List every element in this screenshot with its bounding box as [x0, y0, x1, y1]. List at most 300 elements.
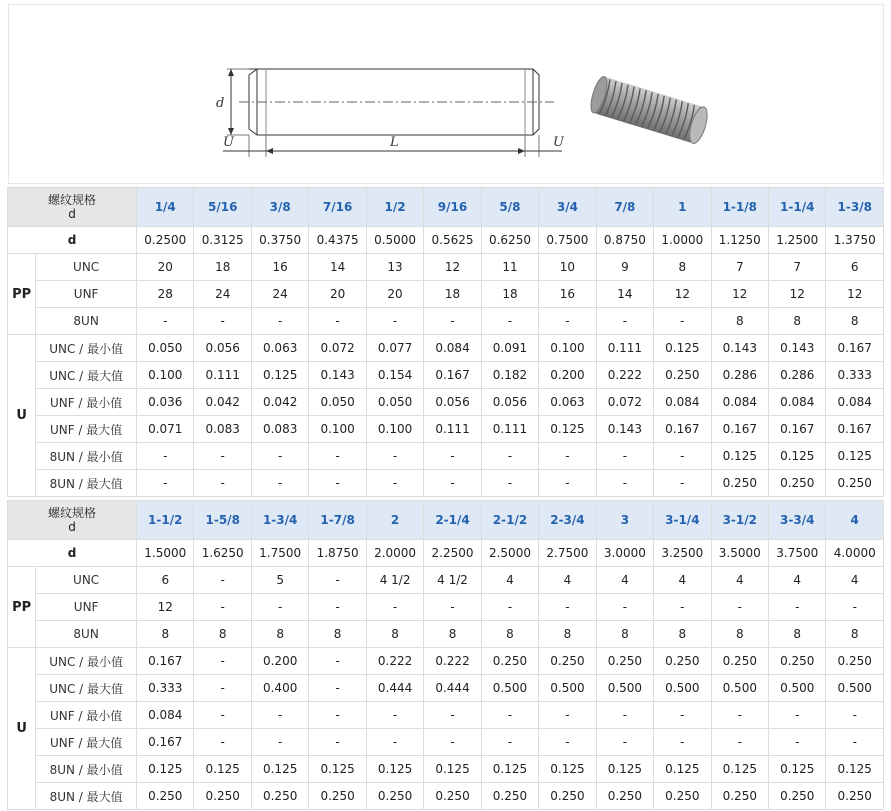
table-cell: 0.084: [826, 389, 884, 416]
table-cell: 0.083: [194, 416, 251, 443]
table-cell: 0.500: [481, 675, 538, 702]
table-cell: 4: [481, 567, 538, 594]
table-cell: 0.056: [424, 389, 481, 416]
table-cell: 0.084: [654, 389, 711, 416]
group-label-pp: PP: [8, 254, 36, 335]
row-label-unf-min: UNF / 最小值: [36, 702, 137, 729]
dim-u-right-label: U: [553, 135, 564, 150]
table-cell: -: [596, 443, 653, 470]
table-cell: 0.111: [194, 362, 251, 389]
table-cell: 0.250: [194, 783, 251, 810]
row-label-unc-min: UNC / 最小值: [36, 648, 137, 675]
table-cell: 0.250: [826, 470, 884, 497]
table-cell: -: [769, 729, 826, 756]
table-cell: 0.250: [596, 648, 653, 675]
row-label-unf: UNF: [36, 281, 137, 308]
table-cell: 0.125: [251, 756, 308, 783]
table-cell: -: [194, 443, 251, 470]
table-cell: 24: [251, 281, 308, 308]
table-cell: -: [654, 702, 711, 729]
table-cell: -: [309, 648, 366, 675]
table-cell: -: [194, 675, 251, 702]
size-header: 3: [596, 501, 653, 540]
table-cell: 0.143: [711, 335, 768, 362]
stud-dimension-drawing: [9, 5, 883, 183]
table-cell: 0.063: [251, 335, 308, 362]
table-cell: 0.500: [596, 675, 653, 702]
table-cell: 2.2500: [424, 540, 481, 567]
row-label-un8: 8UN: [36, 308, 137, 335]
table-row: [8, 335, 884, 362]
table-cell: -: [539, 594, 596, 621]
table-cell: 0.500: [769, 675, 826, 702]
group-label-u: U: [8, 335, 36, 497]
spec-table-1: [7, 187, 884, 497]
table-cell: -: [654, 729, 711, 756]
table-cell: 4 1/2: [424, 567, 481, 594]
table-cell: 8: [596, 621, 653, 648]
table-cell: 0.071: [137, 416, 194, 443]
table-cell: -: [137, 443, 194, 470]
row-label-d: d: [8, 227, 137, 254]
table-cell: 12: [137, 594, 194, 621]
row-label-unf-max: UNF / 最大值: [36, 416, 137, 443]
table-row: [8, 540, 884, 567]
table-cell: 8: [309, 621, 366, 648]
table-cell: 0.143: [596, 416, 653, 443]
row-label-unf-max: UNF / 最大值: [36, 729, 137, 756]
table-cell: 0.056: [194, 335, 251, 362]
table-cell: 0.084: [424, 335, 481, 362]
size-header: 3-3/4: [769, 501, 826, 540]
size-header: 1-3/4: [251, 501, 308, 540]
table-cell: 20: [137, 254, 194, 281]
table-row: [8, 594, 884, 621]
group-label-u: U: [8, 648, 36, 810]
size-header: 4: [826, 501, 884, 540]
table-cell: 1.3750: [826, 227, 884, 254]
spec-table-2: [7, 500, 884, 810]
table-cell: 0.167: [654, 416, 711, 443]
table-cell: 4.0000: [826, 540, 884, 567]
table-cell: 1.6250: [194, 540, 251, 567]
table-cell: 0.500: [826, 675, 884, 702]
table-cell: 0.167: [826, 416, 884, 443]
table-cell: -: [424, 729, 481, 756]
table-cell: 0.056: [481, 389, 538, 416]
table-cell: -: [309, 567, 366, 594]
table-cell: 0.250: [539, 648, 596, 675]
table-cell: 0.5000: [366, 227, 423, 254]
table-cell: -: [481, 443, 538, 470]
table-cell: 0.154: [366, 362, 423, 389]
size-header: 1-1/4: [769, 188, 826, 227]
row-label-un8: 8UN: [36, 621, 137, 648]
table-cell: 0.222: [366, 648, 423, 675]
size-header: 7/16: [309, 188, 366, 227]
row-label-unc-max: UNC / 最大值: [36, 675, 137, 702]
table-cell: 0.050: [366, 389, 423, 416]
table-cell: 0.250: [711, 648, 768, 675]
table-cell: -: [481, 470, 538, 497]
table-cell: 28: [137, 281, 194, 308]
table-cell: 0.125: [711, 756, 768, 783]
table-cell: 18: [424, 281, 481, 308]
d-arrow-top: [228, 69, 234, 76]
table-row: [8, 389, 884, 416]
threaded-rod-image: [588, 75, 711, 146]
table-cell: 2.5000: [481, 540, 538, 567]
table-cell: 0.250: [711, 470, 768, 497]
table-cell: 14: [309, 254, 366, 281]
table-cell: 0.4375: [309, 227, 366, 254]
table-cell: 8: [366, 621, 423, 648]
table-cell: 0.125: [481, 756, 538, 783]
table-cell: -: [481, 729, 538, 756]
table-cell: -: [481, 308, 538, 335]
table-cell: -: [366, 594, 423, 621]
table-cell: 0.125: [539, 416, 596, 443]
table-cell: -: [424, 443, 481, 470]
table-cell: 24: [194, 281, 251, 308]
table-cell: 8: [654, 254, 711, 281]
table-cell: 14: [596, 281, 653, 308]
thread-spec-header-label: 螺纹规格: [48, 506, 97, 520]
table-cell: -: [194, 648, 251, 675]
table-row: [8, 648, 884, 675]
table-row: [8, 675, 884, 702]
table-cell: 0.200: [251, 648, 308, 675]
table-cell: 2.7500: [539, 540, 596, 567]
table-cell: 3.7500: [769, 540, 826, 567]
table-cell: 0.3750: [251, 227, 308, 254]
row-label-un8-min: 8UN / 最小值: [36, 756, 137, 783]
row-label-unf: UNF: [36, 594, 137, 621]
table-cell: 0.125: [424, 756, 481, 783]
table-cell: 7: [769, 254, 826, 281]
row-label-un8-max: 8UN / 最大值: [36, 470, 137, 497]
l-arrow-left: [266, 148, 273, 154]
size-header: 5/16: [194, 188, 251, 227]
table-cell: 0.072: [309, 335, 366, 362]
size-header: 9/16: [424, 188, 481, 227]
d-arrow-bottom: [228, 128, 234, 135]
table-cell: -: [194, 470, 251, 497]
l-arrow-right: [518, 148, 525, 154]
table-cell: 0.100: [539, 335, 596, 362]
table-cell: -: [137, 470, 194, 497]
table-cell: 0.100: [137, 362, 194, 389]
table-cell: -: [194, 308, 251, 335]
table-cell: 8: [711, 308, 768, 335]
table-cell: 4: [826, 567, 884, 594]
table-cell: 0.143: [769, 335, 826, 362]
table-cell: -: [654, 443, 711, 470]
table-cell: 12: [769, 281, 826, 308]
table-cell: -: [251, 443, 308, 470]
thread-spec-header: [8, 188, 137, 227]
table-cell: 0.250: [826, 648, 884, 675]
table-cell: 0.042: [194, 389, 251, 416]
table-cell: 0.042: [251, 389, 308, 416]
table-row: [8, 362, 884, 389]
table-cell: 8: [711, 621, 768, 648]
table-row: [8, 470, 884, 497]
table-cell: 0.250: [481, 783, 538, 810]
size-header: 1-5/8: [194, 501, 251, 540]
table-cell: 0.125: [539, 756, 596, 783]
size-header: 1: [654, 188, 711, 227]
table-cell: 0.143: [309, 362, 366, 389]
table-cell: 0.125: [309, 756, 366, 783]
table-cell: 0.6250: [481, 227, 538, 254]
row-label-un8-max: 8UN / 最大值: [36, 783, 137, 810]
size-header: 1/4: [137, 188, 194, 227]
table-cell: -: [194, 567, 251, 594]
table-cell: 0.222: [424, 648, 481, 675]
size-header: 2-3/4: [539, 501, 596, 540]
table-cell: -: [769, 594, 826, 621]
table-cell: 12: [711, 281, 768, 308]
table-cell: 0.7500: [539, 227, 596, 254]
table-cell: 0.050: [309, 389, 366, 416]
table-cell: 0.125: [826, 756, 884, 783]
table-cell: -: [366, 443, 423, 470]
size-header: 1-1/2: [137, 501, 194, 540]
table-cell: 0.500: [711, 675, 768, 702]
table-cell: 0.167: [711, 416, 768, 443]
table-cell: 4 1/2: [366, 567, 423, 594]
table-cell: 0.125: [654, 335, 711, 362]
table-cell: 18: [194, 254, 251, 281]
table-cell: -: [539, 443, 596, 470]
table-cell: 4: [711, 567, 768, 594]
row-label-unc: UNC: [36, 567, 137, 594]
table-cell: 8: [481, 621, 538, 648]
table-cell: 0.444: [424, 675, 481, 702]
table-cell: 0.2500: [137, 227, 194, 254]
size-header: 3/8: [251, 188, 308, 227]
table-cell: 0.125: [654, 756, 711, 783]
table-cell: 0.125: [194, 756, 251, 783]
table-cell: -: [366, 470, 423, 497]
dim-d-label: d: [216, 96, 225, 111]
table-cell: 0.083: [251, 416, 308, 443]
table-cell: -: [309, 675, 366, 702]
table-cell: 0.250: [769, 470, 826, 497]
table-cell: 0.250: [769, 783, 826, 810]
row-label-unc-min: UNC / 最小值: [36, 335, 137, 362]
table-cell: 0.125: [137, 756, 194, 783]
table-cell: 0.500: [539, 675, 596, 702]
table-cell: -: [424, 470, 481, 497]
table-cell: 16: [539, 281, 596, 308]
table-cell: -: [596, 470, 653, 497]
table-row: [8, 729, 884, 756]
table-cell: 0.250: [654, 783, 711, 810]
table-cell: 8: [424, 621, 481, 648]
table-cell: 0.200: [539, 362, 596, 389]
table-cell: 0.167: [826, 335, 884, 362]
table-cell: 0.182: [481, 362, 538, 389]
table-cell: 8: [769, 308, 826, 335]
table-cell: 0.167: [137, 648, 194, 675]
table-cell: -: [711, 702, 768, 729]
table-cell: 0.125: [711, 443, 768, 470]
table-cell: 0.125: [769, 756, 826, 783]
table-cell: -: [596, 702, 653, 729]
table-cell: 0.222: [596, 362, 653, 389]
table-cell: 20: [309, 281, 366, 308]
table-cell: 4: [654, 567, 711, 594]
table-cell: 0.250: [711, 783, 768, 810]
table-cell: 0.5625: [424, 227, 481, 254]
table-cell: 0.444: [366, 675, 423, 702]
table-cell: -: [194, 594, 251, 621]
table-cell: 3.5000: [711, 540, 768, 567]
table-cell: 8: [137, 621, 194, 648]
table-cell: 0.333: [137, 675, 194, 702]
table-cell: 3.0000: [596, 540, 653, 567]
table-cell: -: [654, 594, 711, 621]
table-cell: 0.167: [137, 729, 194, 756]
table-cell: 1.1250: [711, 227, 768, 254]
table-cell: 0.125: [366, 756, 423, 783]
table-row: [8, 756, 884, 783]
table-cell: -: [309, 470, 366, 497]
table-cell: 8: [194, 621, 251, 648]
table-cell: -: [654, 470, 711, 497]
table-cell: 0.077: [366, 335, 423, 362]
table-cell: -: [251, 308, 308, 335]
table-cell: 3.2500: [654, 540, 711, 567]
table-cell: 0.250: [481, 648, 538, 675]
size-header: 2-1/4: [424, 501, 481, 540]
thread-spec-header: [8, 501, 137, 540]
table-cell: 4: [539, 567, 596, 594]
table-cell: 0.250: [769, 648, 826, 675]
table-cell: -: [481, 702, 538, 729]
dim-l-label: L: [390, 135, 399, 150]
table-cell: 0.091: [481, 335, 538, 362]
table-cell: 0.100: [366, 416, 423, 443]
table-cell: 0.084: [137, 702, 194, 729]
table-cell: 0.286: [769, 362, 826, 389]
table-row: [8, 443, 884, 470]
table-cell: -: [424, 702, 481, 729]
table-cell: 1.8750: [309, 540, 366, 567]
table-cell: 0.250: [654, 362, 711, 389]
table-cell: 0.250: [251, 783, 308, 810]
table-cell: 0.111: [481, 416, 538, 443]
table-cell: 10: [539, 254, 596, 281]
table-cell: 12: [826, 281, 884, 308]
table-cell: -: [424, 308, 481, 335]
table-cell: 0.167: [424, 362, 481, 389]
row-label-unc: UNC: [36, 254, 137, 281]
table-cell: -: [654, 308, 711, 335]
table-cell: 0.072: [596, 389, 653, 416]
table-cell: 7: [711, 254, 768, 281]
table-cell: -: [826, 702, 884, 729]
table-cell: -: [539, 308, 596, 335]
table-cell: 0.167: [769, 416, 826, 443]
thread-spec-header-d: d: [68, 207, 76, 221]
table-cell: 0.286: [711, 362, 768, 389]
table-cell: -: [481, 594, 538, 621]
table-cell: 1.5000: [137, 540, 194, 567]
size-header: 2-1/2: [481, 501, 538, 540]
table-cell: 12: [654, 281, 711, 308]
table-cell: 13: [366, 254, 423, 281]
table-row: [8, 254, 884, 281]
table-cell: 8: [826, 621, 884, 648]
table-cell: 1.0000: [654, 227, 711, 254]
table-cell: 16: [251, 254, 308, 281]
size-header: 2: [366, 501, 423, 540]
size-header: 1-3/8: [826, 188, 884, 227]
table-cell: 0.111: [596, 335, 653, 362]
table-cell: -: [309, 308, 366, 335]
table-row: [8, 227, 884, 254]
table-row: [8, 281, 884, 308]
table-cell: 5: [251, 567, 308, 594]
table-cell: 9: [596, 254, 653, 281]
table-cell: 0.125: [596, 756, 653, 783]
table-cell: 18: [481, 281, 538, 308]
size-header: 7/8: [596, 188, 653, 227]
table-cell: 0.400: [251, 675, 308, 702]
table-row: [8, 567, 884, 594]
table-cell: -: [366, 729, 423, 756]
table-row: [8, 702, 884, 729]
table-cell: -: [826, 729, 884, 756]
table-cell: 0.500: [654, 675, 711, 702]
table-cell: -: [194, 702, 251, 729]
table-cell: 4: [769, 567, 826, 594]
table-cell: -: [424, 594, 481, 621]
table-cell: -: [596, 594, 653, 621]
table-cell: 0.100: [309, 416, 366, 443]
table-row: [8, 783, 884, 810]
table-cell: 11: [481, 254, 538, 281]
table-cell: -: [596, 729, 653, 756]
size-header: 3/4: [539, 188, 596, 227]
table-cell: 0.063: [539, 389, 596, 416]
table-cell: 20: [366, 281, 423, 308]
table-cell: 0.250: [596, 783, 653, 810]
table-cell: 0.250: [366, 783, 423, 810]
table-cell: 0.050: [137, 335, 194, 362]
row-label-unf-min: UNF / 最小值: [36, 389, 137, 416]
table-cell: 0.084: [711, 389, 768, 416]
table-cell: -: [366, 702, 423, 729]
table-cell: 0.036: [137, 389, 194, 416]
table-cell: -: [251, 702, 308, 729]
table-row: [8, 308, 884, 335]
table-cell: 8: [769, 621, 826, 648]
table-cell: -: [194, 729, 251, 756]
table-cell: -: [137, 308, 194, 335]
table-row: [8, 416, 884, 443]
table-cell: -: [251, 729, 308, 756]
table-cell: 6: [826, 254, 884, 281]
table-cell: -: [539, 470, 596, 497]
table-cell: 4: [596, 567, 653, 594]
dim-u-left-label: U: [223, 135, 234, 150]
row-label-un8-min: 8UN / 最小值: [36, 443, 137, 470]
table-cell: 1.7500: [251, 540, 308, 567]
